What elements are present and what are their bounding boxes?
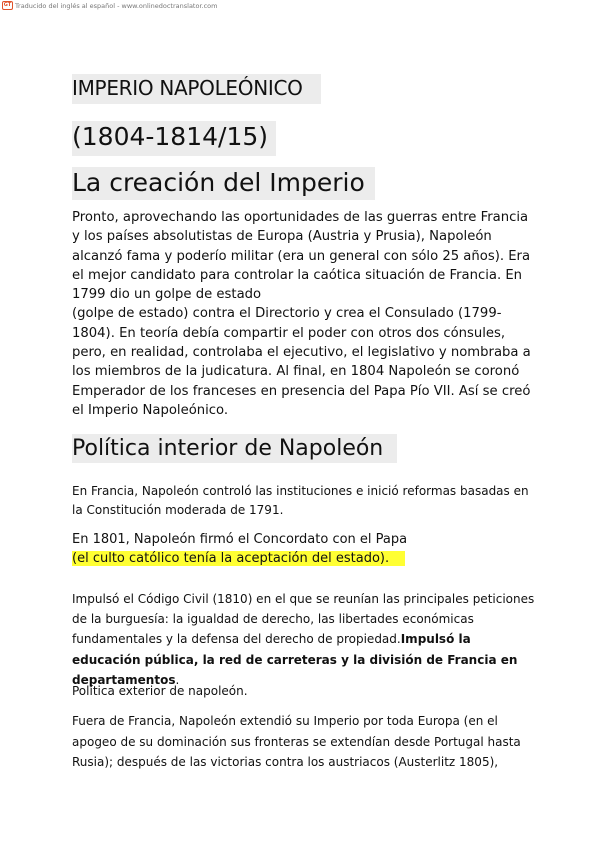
translator-logo-icon: GT [3, 2, 12, 8]
paragraph-creation-part1: Pronto, aprovechando las oportunidades de las guerras entre Francia y los países absolutistas de Europa (Austria y Prusia), Napoleón alcanzó fama y poderío militar (era un general con sólo 25 años). Era el mejor candidato para controlar la caótica situación de Francia. En 1799 dio un golpe de estado [72, 210, 531, 303]
heading-internal-policy: Política interior de Napoleón [72, 434, 397, 463]
paragraph-external: Fuera de Francia, Napoleón extendió su Imperio por toda Europa (en el apogeo de su dominación sus fronteras se extendían desde Portugal hasta Rusia); después de las victorias contra los austriacos (Austerlitz 1805), [72, 714, 521, 769]
watermark-text: Traducido del inglés al español - www.onlinedoctranslator.com [15, 1, 218, 10]
translator-watermark [2, 1, 217, 10]
civil-code-bold: Impulsó la educación pública, la red de carreteras y la división de Francia en departamentos [72, 632, 518, 687]
paragraph-institutions: En Francia, Napoleón controló las instituciones e inició reformas basadas en la Constitución moderada de 1791. [72, 484, 529, 517]
heading-external-policy: Política exterior de napoleón. [72, 684, 248, 698]
paragraph-creation [72, 208, 534, 420]
civil-code-end: . [175, 672, 180, 687]
document-title: IMPERIO NAPOLEÓNICO [72, 74, 321, 104]
document-years: (1804-1814/15) [72, 121, 276, 156]
paragraph-creation-part2: (golpe de estado) contra el Directorio y crea el Consulado (1799-1804). En teoría debía compartir el poder con otros dos cónsules, pero, en realidad, controlaba el ejecutivo, el legislativo y nombraba a los miembros de la judicatura. Al final, en 1804 Napoleón se coronó Emperador de los franceses en presencia del Papa Pío VII. Así se creó el Imperio Napoleónico. [72, 306, 531, 418]
concordat-highlight: (el culto católico tenía la aceptación del estado). [72, 551, 405, 566]
heading-creation-empire: La creación del Imperio [72, 167, 375, 200]
concordat-text: En 1801, Napoleón firmó el Concordato con el Papa [72, 532, 408, 547]
paragraph-civil-code [72, 589, 537, 690]
paragraph-concordat [72, 530, 532, 568]
civil-code-text: Impulsó el Código Civil (1810) en el que se reunían las principales peticiones de la burguesía: la igualdad de derecho, las libertades económicas fundamentales y la defensa del derecho de propiedad. [72, 592, 535, 647]
